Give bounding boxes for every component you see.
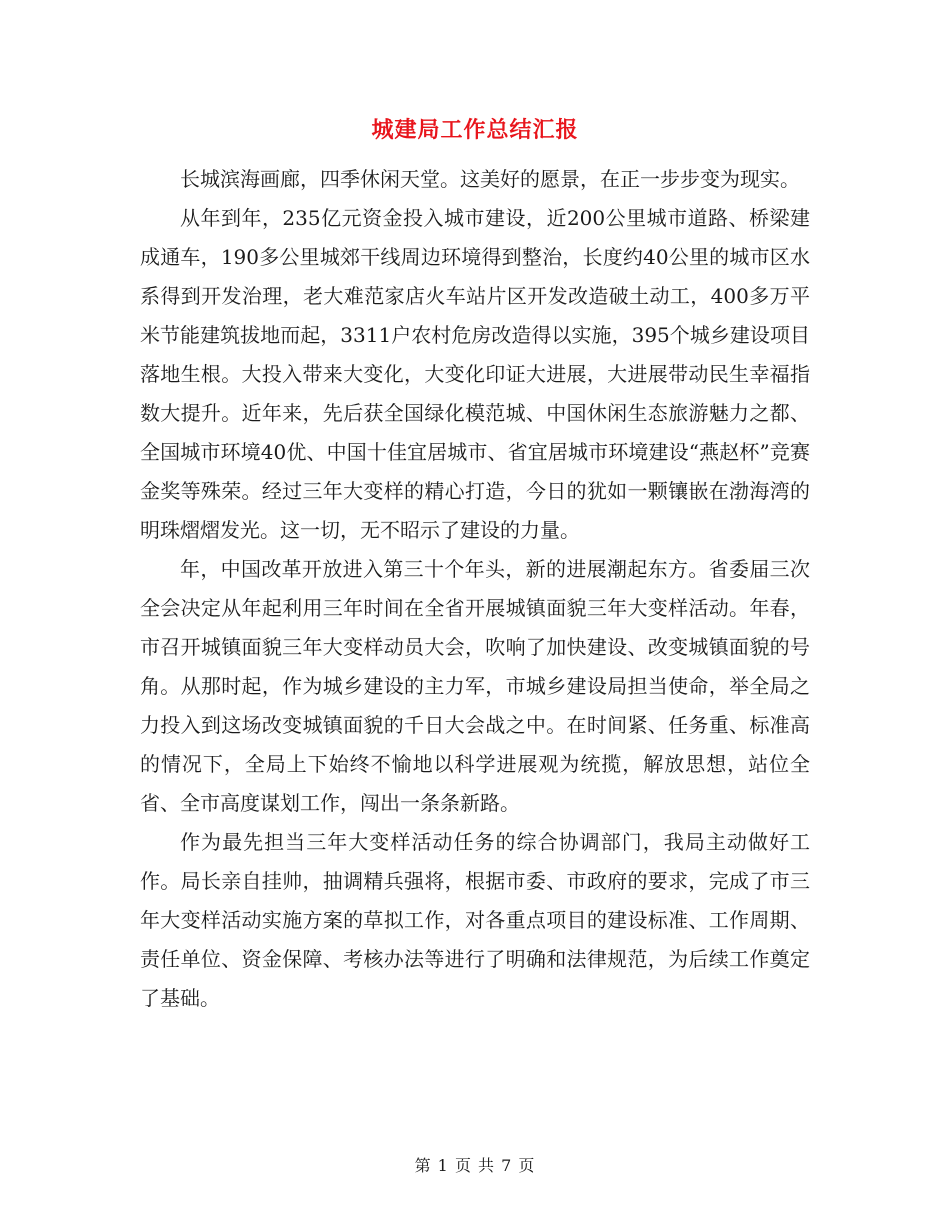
document-body [140, 160, 810, 1018]
paragraph-reform: 年，中国改革开放进入第三十个年头，新的进展潮起东方。省委届三次全会决定从年起利用三年时间在全省开展城镇面貌三年大变样活动。年春，市召开城镇面貌三年大变样动员大会，吹响了加快建设、改变城镇面貌的号角。从那时起，作为城乡建设的主力军，市城乡建设局担当使命，举全局之力投入到这场改变城镇面貌的千日大会战之中。在时间紧、任务重、标准高的情况下，全局上下始终不愉地以科学进展观为统揽，解放思想，站位全省、全市高度谋划工作，闯出一条条新路。 [140, 557, 810, 815]
paragraph-intro: 长城滨海画廊，四季休闲天堂。这美好的愿景，在正一步步变为现实。 [180, 167, 800, 191]
page-number-footer: 第 1 页 共 7 页 [414, 1156, 536, 1175]
document-title: 城建局工作总结汇报 [371, 117, 579, 143]
paragraph-achievements: 从年到年，235亿元资金投入城市建设，近200公里城市道路、桥梁建成通车，190多公里城郊干线周边环境得到整治，长度约40公里的城市区水系得到开发治理，老大难范家店火车站片区开发改造破土动工，400多万平米节能建筑拔地而起，3311户农村危房改造得以实施，395个城乡建设项目落地生根。大投入带来大变化，大变化印证大进展，大进展带动民生幸福指数大提升。近年来，先后获全国绿化模范城、中国休闲生态旅游魅力之都、全国城市环境40优、中国十佳宜居城市、省宜居城市环境建设“燕赵杯”竞赛金奖等殊荣。经过三年大变样的精心打造，今日的犹如一颗镶嵌在渤海湾的明珠熠熠发光。这一切，无不昭示了建设的力量。 [140, 206, 810, 542]
paragraph-coordination: 作为最先担当三年大变样活动任务的综合协调部门，我局主动做好工作。局长亲自挂帅，抽调精兵强将，根据市委、市政府的要求，完成了市三年大变样活动实施方案的草拟工作，对各重点项目的建设标准、工作周期、责任单位、资金保障、考核办法等进行了明确和法律规范，为后续工作奠定了基础。 [140, 830, 810, 1010]
